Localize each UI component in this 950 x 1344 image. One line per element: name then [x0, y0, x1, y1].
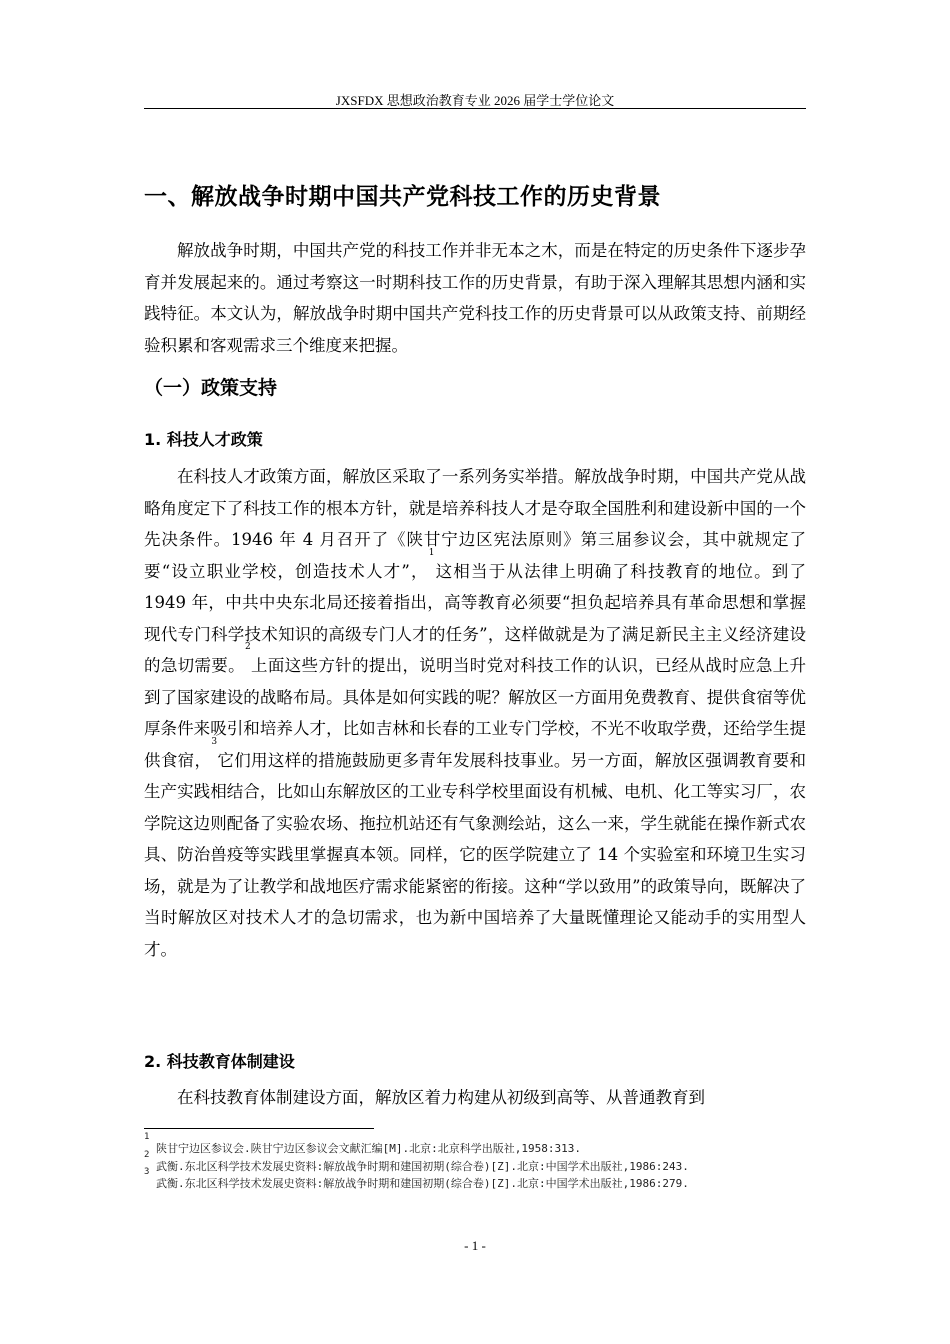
subsection-title-2: 2. 科技教育体制建设 — [144, 1052, 295, 1071]
footnote-ref[interactable]: 3 — [211, 736, 218, 747]
footnote-text: 武衡.东北区科学技术发展史资料:解放战争时期和建国初期(综合卷)[Z].北京:中国学术出版社,1986:243. — [156, 1159, 689, 1173]
text-run: 在科技人才政策方面，解放区采取了一系列务实举措。解放战争时期，中国共产党从战略角度定下了科技工作的根本方针，就是培养科技人才是夺取全国胜利和建设新中国的一个先决条件。1946 年 4 月召开了《陕甘宁边区宪法原则》第三届参议会，其中就规定了要“设立职业学校，创造技术人才”， — [144, 467, 806, 581]
footnote-mark: 1 — [144, 1132, 150, 1142]
page-number: - 1 - — [464, 1238, 486, 1253]
footnote-text: 陕甘宁边区参议会.陕甘宁边区参议会文献汇编[M].北京:北京科学出版社,1958:313. — [156, 1142, 582, 1155]
paragraph-education-system: 在科技教育体制建设方面，解放区着力构建从初级到高等、从普通教育到 — [177, 1088, 705, 1107]
footnote-mark: 2 — [144, 1149, 150, 1160]
footnote — [144, 1132, 744, 1158]
footnote-ref[interactable]: 1 — [428, 547, 435, 558]
footnote — [144, 1149, 744, 1176]
footnote — [144, 1167, 744, 1193]
header-rule — [144, 108, 806, 109]
footnotes — [144, 1132, 744, 1193]
footnote-rule — [144, 1128, 374, 1129]
text-run: 这相当于从法律上明确了科技教育的地位。到了 1949 年，中共中央东北局还接着指出，高等教育必须要“担负起培养具有革命思想和掌握现代专门科学技术知识的高级专门人才的任务”，这样做就是为了满足新民主主义经济建设的急切需要。 — [144, 561, 807, 675]
section-title: （一）政策支持 — [144, 377, 278, 399]
subsection-title-1: 1. 科技人才政策 — [144, 430, 263, 449]
footnote-text: 武衡.东北区科学技术发展史资料:解放战争时期和建国初期(综合卷)[Z].北京:中国学术出版社,1986:279. — [156, 1177, 689, 1190]
intro-paragraph: 解放战争时期，中国共产党的科技工作并非无本之木，而是在特定的历史条件下逐步孕育并发展起来的。通过考察这一时期科技工作的历史背景，有助于深入理解其思想内涵和实践特征。本文认为，解放战争时期中国共产党科技工作的历史背景可以从政策支持、前期经验积累和客观需求三个维度来把握。 — [144, 241, 806, 355]
text-run: 上面这些方针的提出，说明当时党对科技工作的认识，已经从战时应急上升到了国家建设的战略布局。具体是如何实践的呢？解放区一方面用免费教育、提供食宿等优厚条件来吸引和培养人才，比如吉林和长春的工业专门学校，不光不收取学费，还给学生提供食宿， — [144, 656, 807, 770]
running-header: JXSFDX 思想政治教育专业 2026 届学士学位论文 — [335, 93, 615, 108]
chapter-title: 一、解放战争时期中国共产党科技工作的历史背景 — [144, 184, 661, 210]
paragraph-talent-policy — [144, 461, 806, 965]
footnote-mark: 3 — [144, 1167, 150, 1177]
footnote-ref[interactable]: 2 — [244, 642, 251, 652]
text-run: 它们用这样的措施鼓励更多青年发展科技事业。另一方面，解放区强调教育要和生产实践相结合，比如山东解放区的工业专科学校里面设有机械、电机、化工等实习厂，农学院这边则配备了实验农场、拖拉机站还有气象测绘站，这么一来，学生就能在操作新式农具、防治兽疫等实践里掌握真本领。同样，它的医学院建立了 14 个实验室和环境卫生实习场，就是为了让教学和战地医疗需求能紧密的衔接。这种“学以致用”的政策导向，既解决了当时解放区对技术人才的急切需求，也为新中国培养了大量既懂理论又能动手的实用型人才。 — [144, 750, 807, 959]
